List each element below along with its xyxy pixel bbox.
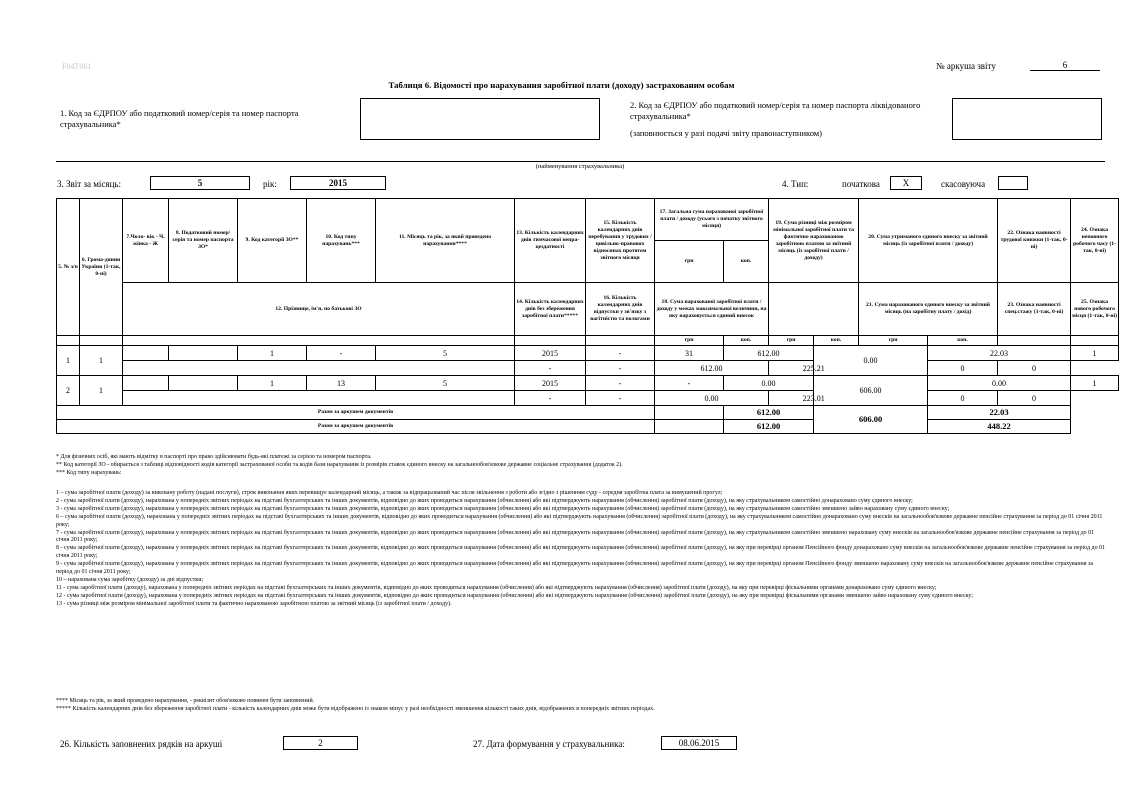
cell-month: 5	[376, 376, 515, 391]
cell-gender	[123, 376, 169, 391]
th-7: 7.Чоло- вік - Ч, жінка - Ж	[123, 199, 169, 283]
year-input[interactable]: 2015	[290, 176, 386, 190]
footnotes-b	[56, 490, 1106, 609]
footnote: 2 - сума заробітної плати (доходу), нарахована у попередніх звітних періодах на підставі бухгалтерських та інших документів, відповідно до яких проводиться нарахування (обчислення) або які підтверджують нарахування (обчислення) заробітної плати (доходу), на яку страхувальником самостійно донараховано суму єдиного внеску;	[56, 497, 913, 504]
footnote: 9 - сума заробітної плати (доходу), нарахована у попередніх звітних періодах на підставі бухгалтерських та інших документів, відповідно до яких проводиться нарахування (обчислення) або які підтверджують нарахування (обчислення) заробітної плати (доходу), на яку при перевірці органом Пенсійного фонду зменшено нараховану суму внесків на загальнообов'язкове державне пенсійне страхування за період до 01 січня 2011 року;	[56, 561, 1094, 576]
th-13: 13. Кількість календарних днів тимчасової непра-цездатності	[515, 199, 586, 283]
cell-sick-days: -	[586, 346, 655, 361]
cell-f22: 1	[1071, 346, 1119, 361]
cell-f23: 0	[928, 361, 998, 376]
table-row	[57, 376, 1119, 391]
th-17: 17. Загальна сума нарахованої заробітної плати / доходу (усього з початку звітного місяця)	[655, 199, 769, 241]
cell-withheld: 22.03	[928, 346, 1071, 361]
totals-row	[57, 420, 1119, 434]
cell-capped: 0.00	[655, 391, 769, 406]
year-label: рік:	[263, 179, 277, 189]
cell-days: 31	[655, 346, 724, 361]
footnote: * Для фізичних осіб, які мають відмітку в паспорті про право здійснювати будь-які платежі за серією та номером паспорта.	[56, 454, 372, 460]
th-19: 19. Сума різниці між розміром мінімальної заробітної плати та фактично нарахованою заробітною платою за звітний місяць (із заробітної плати / доходу)	[769, 199, 859, 283]
field1-input[interactable]	[360, 98, 600, 140]
footnote: 3 - сума заробітної плати (доходу), нарахована у попередніх звітних періодах на підставі бухгалтерських та інших документів, відповідно до яких проводиться нарахування (обчислення) або які підтверджують нарахування (обчислення) заробітної плати (доходу), на яку страхувальником самостійно зменшено зайво нараховану суму єдиного внеску;	[56, 505, 950, 512]
total-18: 612.00	[724, 420, 814, 434]
th-20: 20. Сума утриманого єдиного внеску за звітний місяць (із заробітної плати / доходу)	[859, 199, 998, 283]
cell-year: 2015	[515, 346, 586, 361]
cell-accrual-type: 13	[307, 376, 376, 391]
cell-n: 1	[57, 346, 80, 376]
cell-citizen: 1	[80, 376, 123, 406]
cell-citizen: 1	[80, 346, 123, 376]
footnote: 10 – нарахована сума заробітку (доходу) за дні відпустки;	[56, 576, 204, 583]
field2-note: (заповнюється у разі подачі звіту правонаступником)	[630, 128, 822, 138]
th-8: 8. Податковий номер/ серія та номер паспорта ЗО*	[169, 199, 238, 283]
insurer-name-caption: (найменування страхувальника)	[535, 163, 625, 170]
cell-diff: 606.00	[814, 376, 928, 406]
report-month-label: 3. Звіт за місяць:	[57, 179, 121, 189]
th-18-uah: грн	[655, 336, 724, 346]
type-initial-label: початкова	[842, 179, 880, 189]
th-14: 14. Кількість календарних днів без збереження заробітної плати*****	[515, 283, 586, 336]
table-row	[57, 391, 1119, 406]
th-15: 15. Кількість календарних днів перебування у трудових / цивільно-правових відносинах протягом звітного місяця	[586, 199, 655, 283]
th-17-kop: коп.	[724, 241, 769, 283]
cell-year: 2015	[515, 376, 586, 391]
footnote: ** Код категорії ЗО - обирається з таблиці відповідності кодів категорії застрахованої особи та кодів бази нарахування із розмірів ставок єдиного внеску на загальнообов'язкове державне соціальне страхування (додаток 2).	[56, 461, 623, 468]
footnote: *** Код типу нарахувань:	[56, 469, 122, 476]
table-row	[57, 346, 1119, 361]
th-19-uah: грн	[769, 336, 814, 346]
th-12: 12. Прізвище, ім'я, по батькові ЗО	[123, 283, 515, 336]
type-initial-checkbox[interactable]: X	[890, 176, 922, 190]
th-21: 21. Сума нарахованого єдиного внеску за звітний місяць (на заробітну плату / дохід)	[859, 283, 998, 336]
th-5: 5. № з/п	[57, 199, 80, 336]
field1-label: 1. Код за ЄДРПОУ або податковий номер/серія та номер паспорта страхувальника*	[60, 108, 299, 129]
cell-f23: 0	[928, 391, 998, 406]
footnotes-a	[56, 454, 1106, 478]
cell-accrued: 223.01	[769, 391, 859, 406]
cell-gender	[123, 346, 169, 361]
th-10: 10. Код типу нарахувань***	[307, 199, 376, 283]
salary-table	[56, 198, 1119, 434]
footnote: 1 – сума заробітної плати (доходу) за виконану роботу (надані послуги), строк виконання яких перевищує календарний місяць, а також за відпрацьований час після звільнення з роботи або згідно з рішенням суду - середня заробітна плата за вимушений прогул;	[56, 490, 723, 496]
cell-maternity-days: -	[586, 391, 655, 406]
footnote: 6 – сума заробітної плати (доходу), нарахована у попередніх звітних періодах на підставі бухгалтерських та інших документів, відповідно до яких проводиться нарахування (обчислення) або які підтверджують нарахування (обчислення) заробітної плати (доходу), на яку страхувальником самостійно донараховано суму внесків на загальнообов'язкове державне пенсійне страхування за період до 01 січня 2011 року;	[56, 513, 1103, 528]
th-24: 24. Ознака неповного робочого часу (1-так, 0-ні)	[1071, 199, 1119, 283]
th-17-uah: грн	[655, 241, 724, 283]
date-label: 27. Дата формування у страхувальника:	[473, 739, 625, 749]
cell-taxno	[169, 376, 238, 391]
cell-f25: 0	[998, 361, 1071, 376]
footnote: ***** Кількість календарних днів без збереження заробітної плати - кількість календарних днів може бути відображено із знаком мінус у разі необхідності зменшення кількості таких днів, відображених в попередніх звітних періодах.	[56, 705, 655, 712]
sheet-no-label: № аркуша звіту	[936, 61, 996, 71]
total-21: 448.22	[928, 420, 1071, 434]
th-9: 9. Код категорії ЗО**	[238, 199, 307, 283]
form-code: F04T061	[62, 62, 92, 71]
footnote: 13 - сума різниці між розміром мінімальної заробітної плати та фактично нарахованою заробітною платою за звітний місяць (із заробітної плати / доходу).	[56, 600, 452, 607]
cell-taxno	[169, 346, 238, 361]
date-input[interactable]: 08.06.2015	[661, 736, 737, 750]
field2-input[interactable]	[952, 98, 1102, 140]
cell-category: 1	[238, 376, 307, 391]
cell-maternity-days: -	[586, 361, 655, 376]
th-16: 16. Кількість календарних днів відпустки у зв'язку з вагітністю та пологами	[586, 283, 655, 336]
type-cancel-checkbox[interactable]	[998, 176, 1028, 190]
cell-nopay-days: -	[515, 391, 586, 406]
th-11: 11. Місяць та рік, за який проведено нарахування****	[376, 199, 515, 283]
th-6: 6. Грома-дянин України (1-так, 0-ні)	[80, 199, 123, 336]
th-19-sub	[769, 283, 859, 336]
footnotes-c	[56, 698, 1106, 714]
sheet-no-value: 6	[1030, 60, 1100, 71]
th-19-kop: коп.	[814, 336, 859, 346]
field2-label: 2. Код за ЄДРПОУ або податковий номер/серія та номер паспорта ліквідованого страхувальника*	[630, 100, 921, 121]
total-19: 606.00	[814, 406, 928, 434]
totals-label-1: Разом за аркушем документів	[57, 406, 655, 420]
insurer-name-line	[56, 161, 1105, 162]
cell-f22: 1	[1071, 376, 1119, 391]
cell-category: 1	[238, 346, 307, 361]
cell-name	[123, 391, 515, 406]
th-21-kop: коп.	[928, 336, 998, 346]
footnote: 12 - сума заробітної плати (доходу), нарахована у попередніх звітних періодах на підставі бухгалтерських та інших документів, відповідно до яких проводиться нарахування (обчислення) або які підтверджують нарахування (обчислення) заробітної плати (доходу), на яку при перевірці фіскальними органами зменшено зайво нараховану суму єдиного внеску;	[56, 592, 974, 599]
th-23: 23. Ознака наявності спец.стажу (1-так, 0-ні)	[998, 283, 1071, 336]
cell-total: 612.00	[724, 346, 814, 361]
rows-count-label: 26. Кількість заповнених рядків на аркуші	[60, 739, 223, 749]
cell-month: 5	[376, 346, 515, 361]
totals-label-2: Разом за аркушем документів	[57, 420, 655, 434]
total-20: 22.03	[928, 406, 1071, 420]
th-25: 25. Ознака нового робочого місця (1-так, 0-ні)	[1071, 283, 1119, 336]
footnote: 7 - сума заробітної плати (доходу), нарахована у попередніх звітних періодах на підставі бухгалтерських та інших документів, відповідно до яких проводиться нарахування (обчислення) або які підтверджують нарахування (обчислення) заробітної плати (доходу), на яку страхувальником самостійно зменшено нараховану суму внесків на загальнообов'язкове державне пенсійне страхування за період до 01 січня 2011 року;	[56, 529, 1095, 544]
page-title: Таблиця 6. Відомості про нарахування заробітної плати (доходу) застрахованим особам	[388, 80, 735, 90]
cell-withheld: 0.00	[928, 376, 1071, 391]
type-cancel-label: скасовуюча	[941, 179, 986, 189]
type-label: 4. Тип:	[782, 179, 809, 189]
cell-f25: 0	[998, 391, 1071, 406]
cell-diff: 0.00	[814, 346, 928, 376]
cell-days: -	[655, 376, 724, 391]
rows-count-input[interactable]: 2	[283, 736, 358, 750]
cell-name	[123, 361, 515, 376]
th-22: 22. Ознака наявності трудової книжки (1-так, 0-ні)	[998, 199, 1071, 283]
cell-accrual-type: -	[307, 346, 376, 361]
footnote: **** Місяць та рік, за який проведено нарахування, - реквізит обов'язково повинен бути заповнений.	[56, 698, 315, 704]
table-row	[57, 361, 1119, 376]
cell-total: 0.00	[724, 376, 814, 391]
footnote: 8 - сума заробітної плати (доходу), нарахована у попередніх звітних періодах на підставі бухгалтерських та інших документів, відповідно до яких проводиться нарахування (обчислення) або які підтверджують нарахування (обчислення) заробітної плати (доходу), на яку при перевірці органом Пенсійного фонду донараховано суму внесків на загальнообов'язкове державне пенсійне страхування за період до 01 січня 2011 року;	[56, 545, 1106, 560]
cell-sick-days: -	[586, 376, 655, 391]
cell-n: 2	[57, 376, 80, 406]
footnote: 11 - сума заробітної плати (доходу), нарахована у попередніх звітних періодах на підставі бухгалтерських та інших документів, відповідно до яких проводиться нарахування (обчислення) або які підтверджують нарахування (обчислення) заробітної плати (доходу), на яку при перевірці фіскальними органами донараховано суму єдиного внеску;	[56, 584, 937, 591]
cell-capped: 612.00	[655, 361, 769, 376]
cell-accrued: 225.21	[769, 361, 859, 376]
th-18-kop: коп.	[724, 336, 769, 346]
th-18: 18. Сума нарахованої заробітної плати / доходу у межах максимальної величини, на яку нараховується єдиний внесок	[655, 283, 769, 336]
cell-nopay-days: -	[515, 361, 586, 376]
report-month-input[interactable]: 5	[150, 176, 250, 190]
total-17: 612.00	[724, 406, 814, 420]
totals-row	[57, 406, 1119, 420]
th-21-uah: грн	[859, 336, 928, 346]
